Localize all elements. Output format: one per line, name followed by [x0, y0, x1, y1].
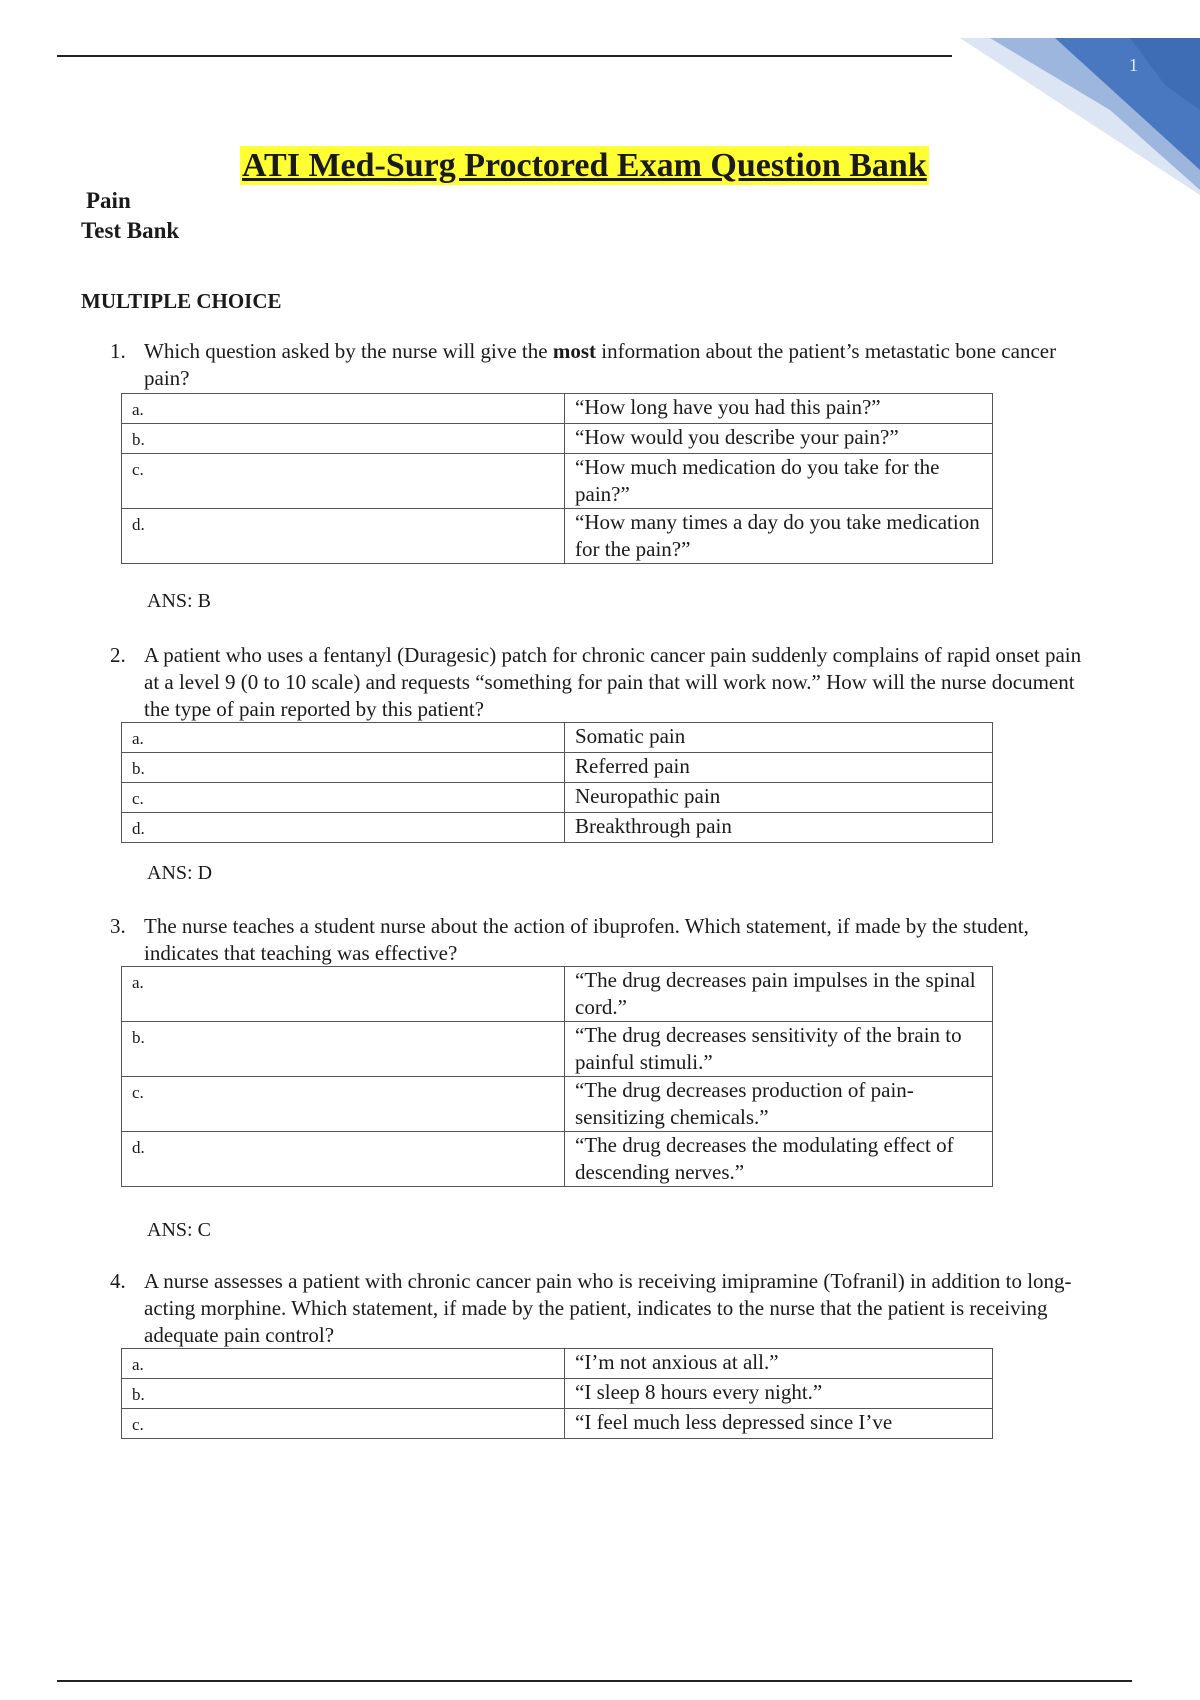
option-letter: d.: [122, 813, 565, 843]
option-text: “The drug decreases sensitivity of the brain to painful stimuli.”: [565, 1022, 993, 1077]
question-number: 3.: [110, 914, 126, 938]
option-row[interactable]: [122, 1077, 993, 1132]
option-text: “I sleep 8 hours every night.”: [565, 1379, 993, 1409]
option-letter: b.: [122, 753, 565, 783]
option-letter: c.: [122, 1077, 565, 1132]
stem-text: information about the patient’s metastatic bone cancer pain?: [144, 339, 1057, 390]
option-row[interactable]: [122, 1349, 993, 1379]
option-letter: d.: [122, 1132, 565, 1187]
option-letter: c.: [122, 783, 565, 813]
footer-rule: [57, 1680, 1132, 1682]
question-1: [110, 338, 1090, 392]
option-row[interactable]: [122, 723, 993, 753]
corner-decoration: [960, 0, 1200, 200]
stem-emphasis: most: [552, 339, 596, 363]
option-letter: a.: [122, 967, 565, 1022]
answer-3: ANS: C: [147, 1219, 211, 1241]
option-letter: b.: [122, 1022, 565, 1077]
option-text: “The drug decreases the modulating effect of descending nerves.”: [565, 1132, 993, 1187]
option-text: “I feel much less depressed since I’ve: [565, 1409, 993, 1439]
question-stem: The nurse teaches a student nurse about the action of ibuprofen. Which statement, if made by the student, indicates that teaching was effective?: [144, 914, 1029, 965]
question-number: 1.: [110, 339, 126, 363]
option-text: “How much medication do you take for the pain?”: [565, 454, 993, 509]
header-rule: [57, 55, 952, 57]
option-text: Somatic pain: [565, 723, 993, 753]
option-row[interactable]: [122, 509, 993, 564]
option-text: “How would you describe your pain?”: [565, 424, 993, 454]
option-text: “I’m not anxious at all.”: [565, 1349, 993, 1379]
option-text: Referred pain: [565, 753, 993, 783]
question-2: [110, 642, 1090, 723]
options-table-4: [121, 1348, 993, 1439]
question-number: 4.: [110, 1269, 126, 1293]
option-letter: b.: [122, 424, 565, 454]
option-letter: a.: [122, 394, 565, 424]
option-row[interactable]: [122, 783, 993, 813]
subject-heading: Pain: [86, 188, 131, 213]
option-text: “How long have you had this pain?”: [565, 394, 993, 424]
option-row[interactable]: [122, 967, 993, 1022]
option-row[interactable]: [122, 1132, 993, 1187]
page-number: 1: [1129, 55, 1138, 75]
option-row[interactable]: [122, 753, 993, 783]
section-heading: MULTIPLE CHOICE: [81, 289, 282, 313]
option-text: “The drug decreases production of pain-sensitizing chemicals.”: [565, 1077, 993, 1132]
option-row[interactable]: [122, 394, 993, 424]
stem-text: Which question asked by the nurse will give the: [144, 339, 553, 363]
options-table-3: [121, 966, 993, 1187]
question-stem: A patient who uses a fentanyl (Duragesic) patch for chronic cancer pain suddenly complains of rapid onset pain at a level 9 (0 to 10 scale) and requests “something for pain that will work now.” How will the nurse document the type of pain reported by this patient?: [144, 643, 1082, 721]
document-title: ATI Med-Surg Proctored Exam Question Bank: [242, 147, 927, 184]
option-row[interactable]: [122, 1409, 993, 1439]
subtitle-heading: Test Bank: [81, 218, 180, 243]
question-stem: A nurse assesses a patient with chronic cancer pain who is receiving imipramine (Tofranil) in addition to long-acting morphine. Which statement, if made by the patient, indicates to the nurse that the patient is receiving adequate pain control?: [144, 1269, 1072, 1347]
option-row[interactable]: [122, 424, 993, 454]
option-text: “The drug decreases pain impulses in the spinal cord.”: [565, 967, 993, 1022]
option-row[interactable]: [122, 1022, 993, 1077]
option-letter: c.: [122, 1409, 565, 1439]
options-table-1: [121, 393, 993, 564]
option-letter: c.: [122, 454, 565, 509]
option-letter: d.: [122, 509, 565, 564]
question-number: 2.: [110, 643, 126, 667]
option-letter: a.: [122, 1349, 565, 1379]
options-table-2: [121, 722, 993, 843]
option-row[interactable]: [122, 454, 993, 509]
option-text: Neuropathic pain: [565, 783, 993, 813]
option-letter: b.: [122, 1379, 565, 1409]
option-row[interactable]: [122, 813, 993, 843]
question-4: [110, 1268, 1090, 1349]
option-text: “How many times a day do you take medication for the pain?”: [565, 509, 993, 564]
question-stem: [144, 338, 1090, 392]
option-text: Breakthrough pain: [565, 813, 993, 843]
option-letter: a.: [122, 723, 565, 753]
answer-2: ANS: D: [147, 862, 213, 884]
question-3: [110, 913, 1090, 967]
answer-1: ANS: B: [147, 590, 211, 612]
option-row[interactable]: [122, 1379, 993, 1409]
